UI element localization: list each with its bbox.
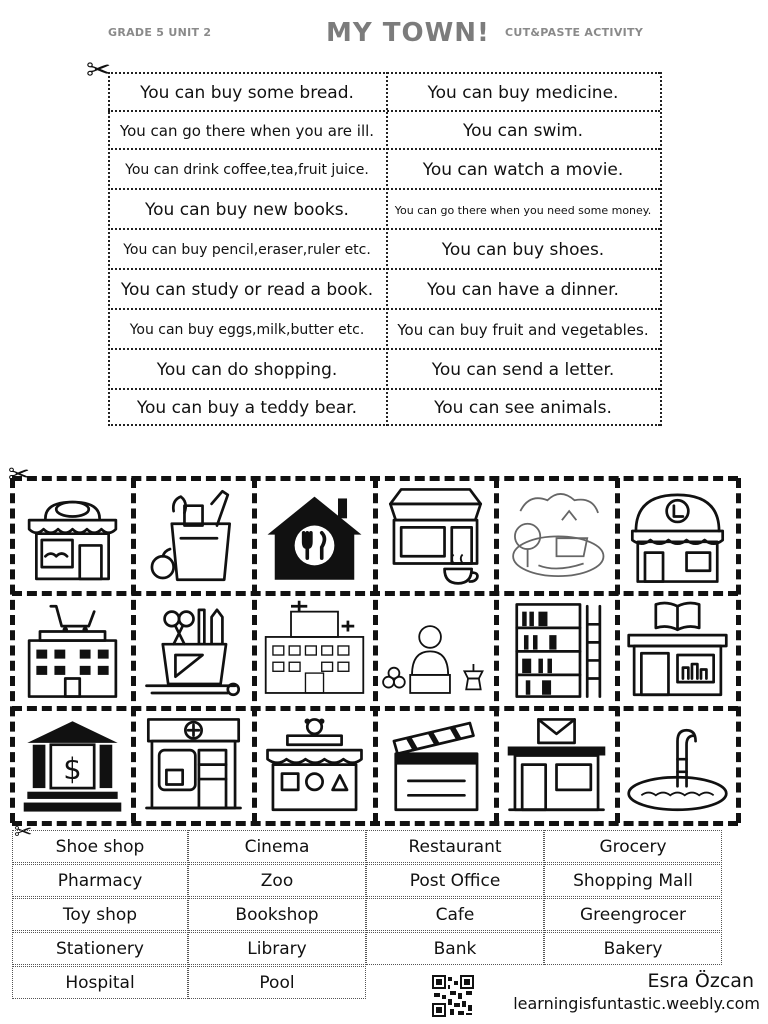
word-card[interactable]: Zoo — [188, 864, 366, 897]
sentence-card[interactable]: You can buy a teddy bear. — [136, 398, 358, 418]
sentence-row — [108, 268, 660, 310]
sentence-row — [108, 72, 660, 112]
word-card[interactable]: Bakery — [544, 932, 722, 965]
word-card[interactable]: Bank — [366, 932, 544, 965]
cut-line — [615, 478, 620, 823]
word-card[interactable]: Shopping Mall — [544, 864, 722, 897]
picture-card[interactable] — [133, 593, 254, 708]
grocery-bag-icon — [139, 484, 248, 587]
post-office-icon — [502, 714, 611, 817]
library-icon — [502, 599, 611, 702]
sentence-card[interactable]: You can buy shoes. — [441, 240, 605, 260]
word-card[interactable]: Hospital — [12, 966, 188, 999]
word-card[interactable]: Pool — [188, 966, 366, 999]
word-card[interactable]: Cinema — [188, 830, 366, 863]
sentence-card[interactable]: You can buy some bread. — [140, 83, 354, 103]
author-name: Esra Özcan — [647, 970, 754, 992]
picture-card[interactable] — [254, 478, 375, 593]
restaurant-icon — [260, 484, 369, 587]
cut-line — [108, 72, 110, 426]
zoo-icon — [502, 484, 611, 587]
cut-line — [660, 72, 662, 426]
sentence-card[interactable]: You can buy fruit and vegetables. — [397, 321, 649, 339]
qr-code-icon — [432, 975, 474, 1017]
sentence-card[interactable]: You can have a dinner. — [427, 280, 619, 300]
scissors-icon: ✂ — [86, 53, 112, 88]
sentence-row — [108, 188, 660, 230]
sentence-card[interactable]: You can send a letter. — [431, 360, 615, 380]
word-card[interactable]: Post Office — [366, 864, 544, 897]
word-card[interactable]: Cafe — [366, 898, 544, 931]
activity-label: CUT&PASTE ACTIVITY — [505, 26, 644, 39]
word-card[interactable]: Shoe shop — [12, 830, 188, 863]
word-card[interactable]: Stationery — [12, 932, 188, 965]
picture-card[interactable] — [133, 708, 254, 823]
word-card[interactable]: Restaurant — [366, 830, 544, 863]
cut-line — [131, 478, 136, 823]
cut-line — [252, 478, 257, 823]
sentence-row — [108, 388, 660, 426]
sentence-card[interactable]: You can drink coffee,tea,fruit juice. — [125, 162, 369, 178]
pool-icon — [623, 714, 732, 817]
bookshop-icon — [623, 599, 732, 702]
sentence-card[interactable]: You can do shopping. — [156, 360, 338, 380]
word-card[interactable]: Bookshop — [188, 898, 366, 931]
picture-card[interactable] — [12, 593, 133, 708]
picture-card[interactable] — [496, 478, 617, 593]
shoe-shop-icon — [623, 484, 732, 587]
toy-shop-icon — [260, 714, 369, 817]
picture-card[interactable] — [12, 708, 133, 823]
grade-label: GRADE 5 UNIT 2 — [108, 26, 212, 39]
scissors-icon: ✂ — [14, 820, 33, 845]
cut-line — [108, 424, 660, 426]
picture-card[interactable] — [254, 593, 375, 708]
bakery-icon — [18, 484, 127, 587]
picture-card[interactable] — [496, 708, 617, 823]
sentence-row — [108, 148, 660, 190]
scissors-icon: ✂ — [8, 460, 30, 490]
sentence-card[interactable]: You can see animals. — [434, 398, 612, 418]
word-card[interactable]: Pharmacy — [12, 864, 188, 897]
sentence-row — [108, 110, 660, 150]
shopping-mall-icon — [18, 599, 127, 702]
cinema-icon — [381, 714, 490, 817]
sentence-card[interactable]: You can buy new books. — [145, 200, 349, 220]
greengrocer-icon — [381, 599, 490, 702]
sentence-card[interactable]: You can buy pencil,eraser,ruler etc. — [123, 242, 371, 258]
word-card[interactable]: Greengrocer — [544, 898, 722, 931]
sentence-row — [108, 308, 660, 350]
picture-card[interactable] — [133, 478, 254, 593]
website-link: learningisfuntastic.weebly.com — [513, 994, 760, 1013]
picture-card[interactable] — [254, 708, 375, 823]
picture-card[interactable] — [617, 593, 738, 708]
stationery-icon — [139, 599, 248, 702]
sentence-row — [108, 348, 660, 390]
svg-text:$: $ — [63, 752, 82, 787]
sentence-card[interactable]: You can buy eggs,milk,butter etc. — [129, 322, 365, 338]
picture-card[interactable] — [496, 593, 617, 708]
picture-card[interactable] — [617, 478, 738, 593]
picture-grid — [12, 478, 738, 824]
cut-line — [494, 478, 499, 823]
sentence-card[interactable]: You can swim. — [462, 121, 584, 141]
picture-card[interactable] — [375, 478, 496, 593]
picture-card[interactable] — [617, 708, 738, 823]
picture-card[interactable] — [12, 478, 133, 593]
word-card[interactable]: Toy shop — [12, 898, 188, 931]
bank-icon — [18, 714, 127, 817]
picture-card[interactable] — [375, 593, 496, 708]
cut-line — [10, 478, 15, 823]
cafe-icon — [381, 484, 490, 587]
cut-line — [386, 72, 388, 426]
cut-line — [373, 478, 378, 823]
sentence-card[interactable]: You can buy medicine. — [427, 83, 619, 103]
page-title: MY TOWN! — [326, 18, 490, 48]
hospital-icon — [260, 599, 369, 702]
word-card[interactable]: Grocery — [544, 830, 722, 863]
picture-card[interactable] — [375, 708, 496, 823]
cut-line — [736, 478, 741, 823]
sentence-card[interactable]: You can watch a movie. — [422, 160, 624, 180]
pharmacy-icon — [139, 714, 248, 817]
word-card[interactable]: Library — [188, 932, 366, 965]
sentence-row — [108, 228, 660, 270]
sentence-card[interactable]: You can go there when you are ill. — [119, 122, 375, 140]
sentence-card[interactable]: You can study or read a book. — [120, 280, 374, 300]
sentence-card[interactable]: You can go there when you need some money. — [394, 203, 652, 217]
